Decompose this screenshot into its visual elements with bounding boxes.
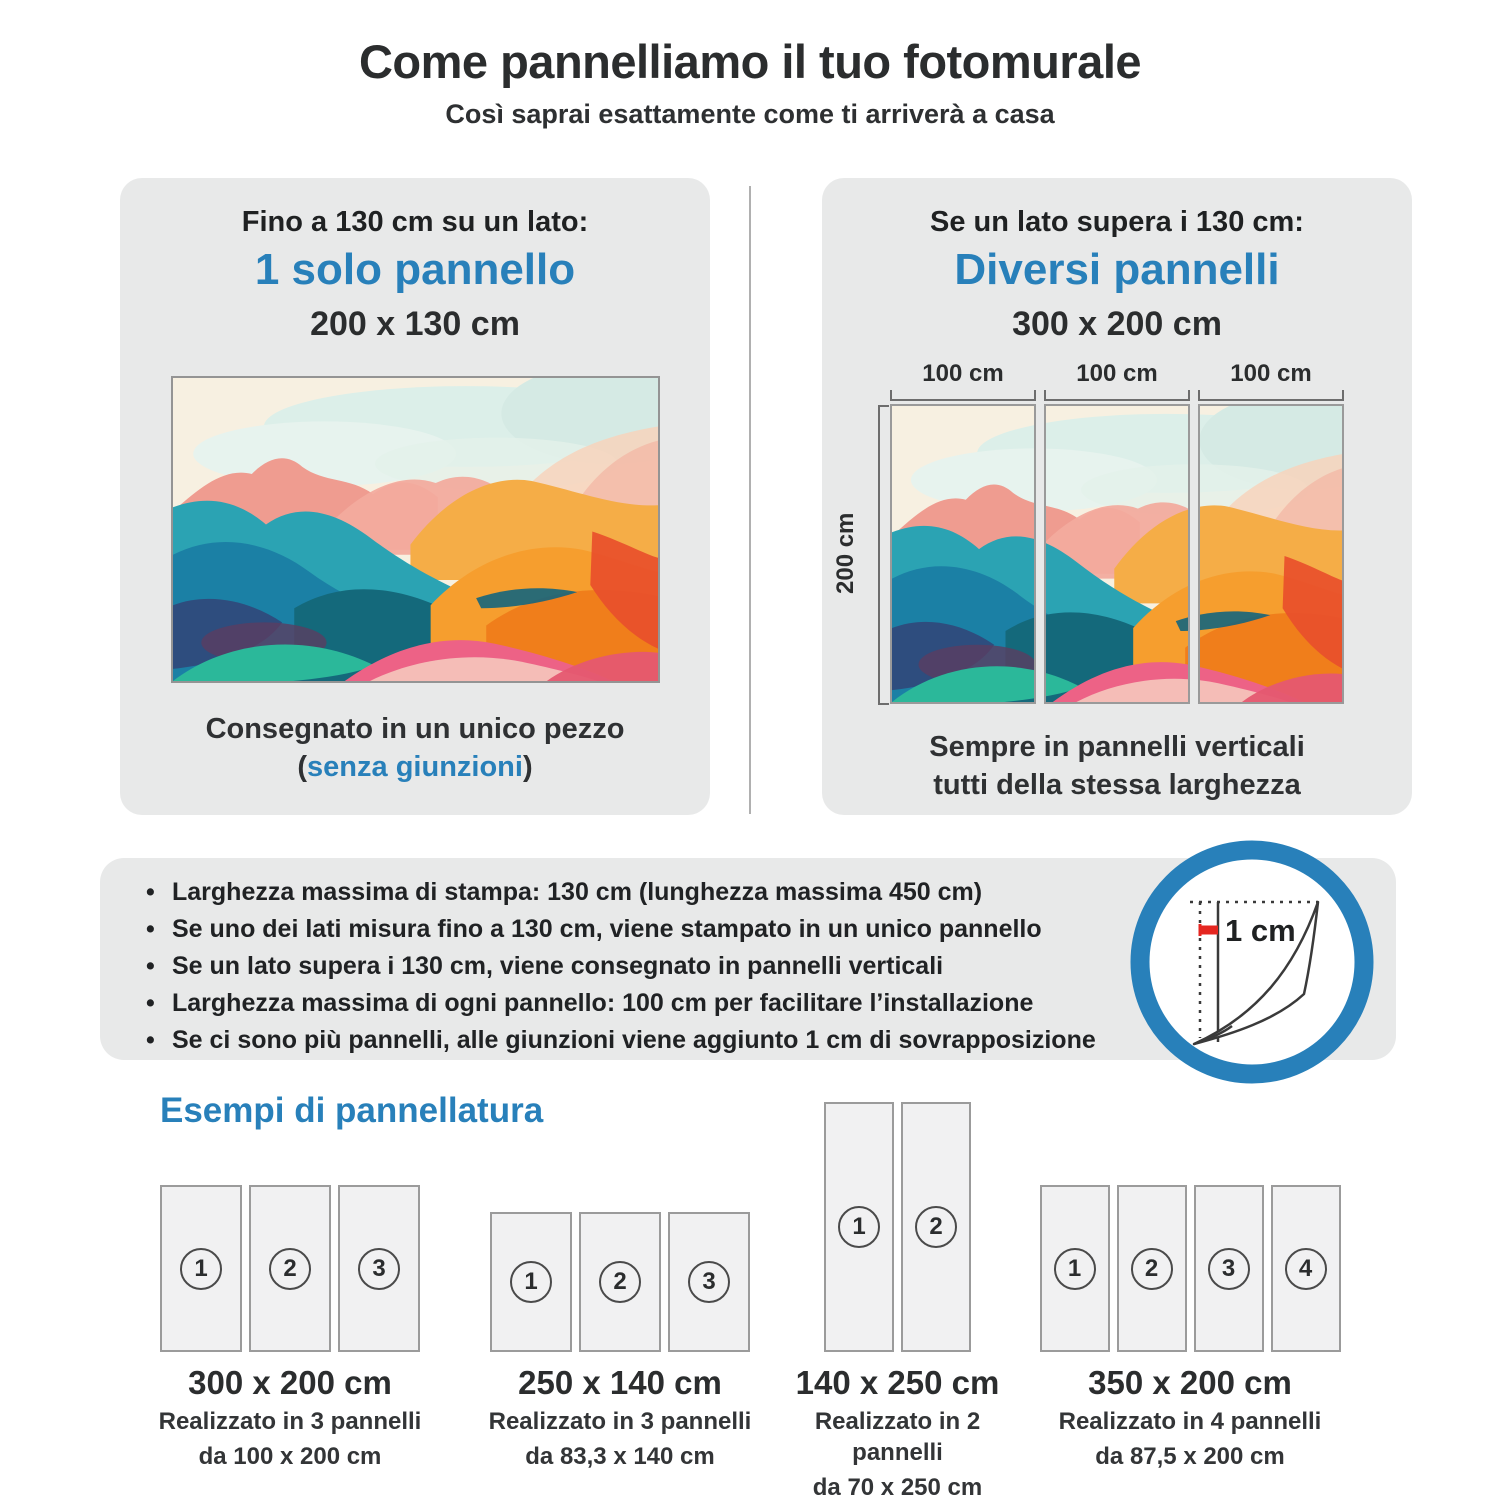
info-bullet: • Larghezza massima di stampa: 130 cm (lunghezza massima 450 cm) [146,874,1396,911]
example-detail-1: Realizzato in 4 pannelli [1058,1408,1322,1435]
example-detail-2: da 70 x 250 cm [812,1474,983,1500]
panel-example-140x250 [790,1102,1005,1500]
example-detail-1: Realizzato in 3 pannelli [488,1408,752,1435]
panel-example-250x140 [465,1102,775,1472]
caption-paren-close: ) [522,751,533,783]
example-size: 350 x 200 cm [1088,1364,1292,1401]
example-detail-1: Realizzato in 3 pannelli [158,1408,422,1435]
width-labels-row [890,360,1344,388]
panel-number: 1 [180,1248,222,1290]
single-panel-card [120,178,710,815]
overlap-measure-label: 1 cm [1225,913,1296,948]
example-panels [1020,1102,1360,1352]
example-panel [668,1212,750,1352]
height-bracket [878,405,889,705]
info-bullet: • Se ci sono più pannelli, alle giunzioni viene aggiunto 1 cm di sovrapposizione [146,1022,1396,1059]
panel-example-350x200 [1020,1102,1360,1472]
example-size: 250 x 140 cm [518,1364,722,1401]
single-panel-artwork [171,376,660,683]
caption-highlight: senza giunzioni [307,751,523,783]
single-panel-headline: 1 solo pannello [254,245,576,294]
info-bullet: • Se un lato supera i 130 cm, viene consegnato in pannelli verticali [146,948,1396,985]
page-title: Come pannelliamo il tuo fotomurale [358,35,1142,88]
caption-paren-open: ( [297,751,308,783]
example-panels [465,1102,775,1352]
caption-line-1: Consegnato in un unico pezzo [205,713,625,745]
watercolor-artwork [173,378,658,681]
panel-number: 2 [599,1261,641,1303]
panel-slice-3 [1198,404,1344,704]
panel-number: 4 [1285,1248,1327,1290]
width-bracket [1198,390,1344,401]
page-subtitle: Così saprai esattamente come ti arriverà a casa [445,99,1055,129]
example-detail-2: da 100 x 200 cm [198,1443,382,1470]
multi-panel-headline: Diversi pannelli [954,245,1280,294]
height-label: 200 cm [832,512,859,594]
info-bullet: • Larghezza massima di ogni pannello: 100 cm per facilitare l’installazione [146,985,1396,1022]
examples-heading: Esempi di pannellatura [160,1091,544,1130]
multi-panel-card [822,178,1412,815]
example-panels [790,1102,1005,1352]
panel-example-300x200 [135,1102,445,1472]
width-label-2: 100 cm [1076,360,1158,387]
example-panels [135,1102,445,1352]
panel-number: 3 [1208,1248,1250,1290]
example-panel [249,1185,331,1352]
single-panel-condition: Fino a 130 cm su un lato: [241,206,589,238]
example-size: 300 x 200 cm [188,1364,392,1401]
example-panel [160,1185,242,1352]
example-panel [490,1212,572,1352]
multi-panel-figure [832,360,1344,704]
single-panel-caption [120,710,710,786]
width-bracket [890,390,1036,401]
width-brackets-row [890,390,1344,401]
info-bullet: • Se uno dei lati misura fino a 130 cm, viene stampato in un unico pannello [146,911,1396,948]
panel-number: 3 [688,1261,730,1303]
example-panel [579,1212,661,1352]
caption-line-1: Sempre in pannelli verticali [929,731,1305,763]
width-bracket [1044,390,1190,401]
width-label-3: 100 cm [1230,360,1312,387]
example-detail-2: da 87,5 x 200 cm [1095,1443,1285,1470]
panel-number: 2 [915,1206,957,1248]
panel-number: 2 [1131,1248,1173,1290]
example-panel [1271,1185,1341,1352]
example-panel [1194,1185,1264,1352]
panel-slice-1 [890,404,1036,704]
multi-panel-caption [822,728,1412,804]
multi-panel-size: 300 x 200 cm [1012,305,1222,343]
caption-line-2: tutti della stessa larghezza [933,769,1301,801]
width-label-1: 100 cm [922,360,1004,387]
panel-slice-2 [1044,404,1190,704]
panel-number: 1 [510,1261,552,1303]
panel-slices [890,404,1344,704]
example-size: 140 x 250 cm [795,1364,1000,1401]
example-panel [1040,1185,1110,1352]
multi-panel-condition: Se un lato supera i 130 cm: [930,206,1304,238]
single-panel-size: 200 x 130 cm [310,305,520,343]
panel-number: 2 [269,1248,311,1290]
example-panel [901,1102,971,1352]
example-panel [824,1102,894,1352]
header [0,34,1500,130]
panel-number: 1 [838,1206,880,1248]
example-detail-1: Realizzato in 2 pannelli [814,1408,981,1466]
example-panel [338,1185,420,1352]
overlap-page-curl-icon [1128,838,1376,1086]
overlap-badge [1128,838,1376,1086]
panel-number: 1 [1054,1248,1096,1290]
example-detail-2: da 83,3 x 140 cm [525,1443,715,1470]
cards-divider [749,186,751,814]
panel-number: 3 [358,1248,400,1290]
example-panel [1117,1185,1187,1352]
